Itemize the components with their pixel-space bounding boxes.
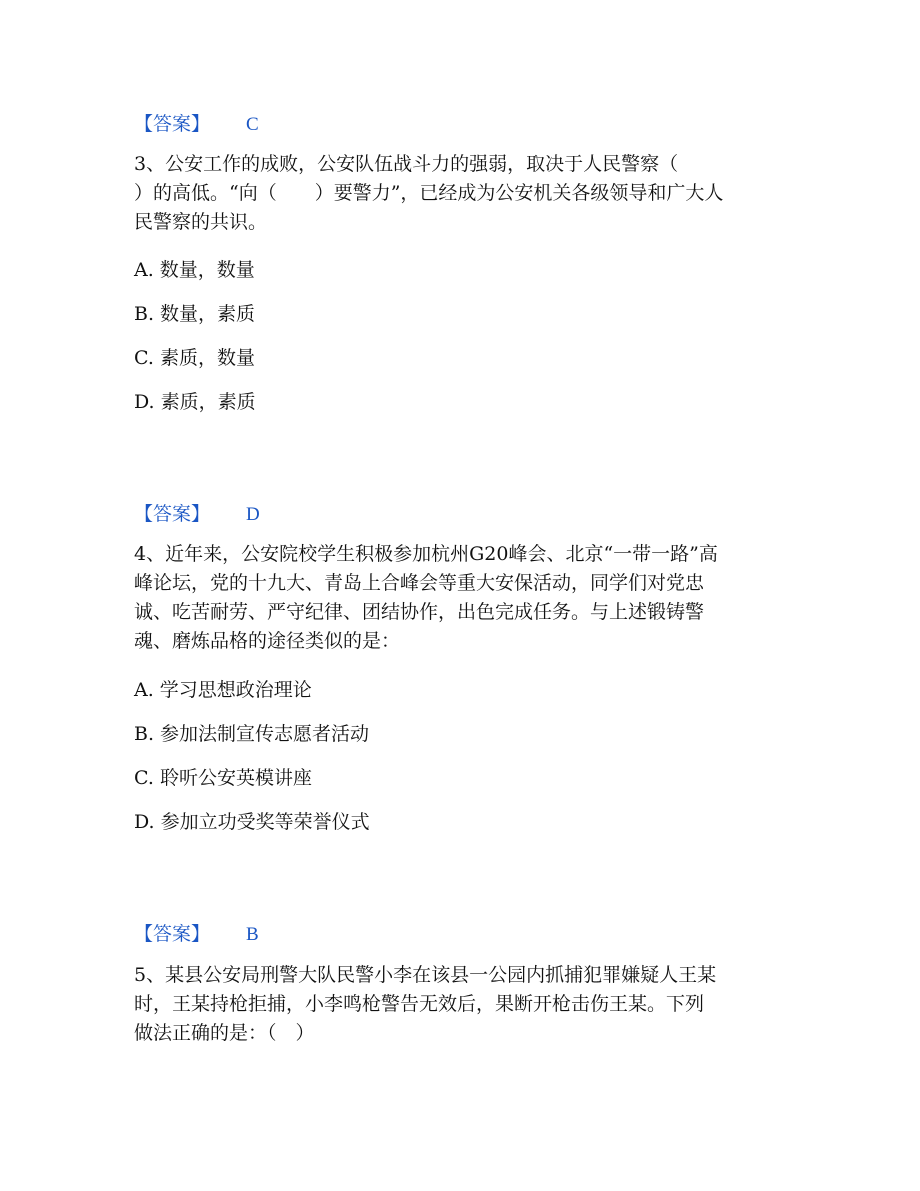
question-line: 做法正确的是：（ ） [134, 1022, 315, 1044]
answer-letter: C [246, 114, 259, 135]
answer-label: 【答案】 [134, 923, 211, 945]
answer-label: 【答案】 [134, 113, 211, 135]
option-b: B. 数量，素质 [134, 303, 256, 325]
question-line: 民警察的共识。 [134, 211, 268, 233]
option-d: D. 素质，素质 [134, 391, 256, 413]
option-c: C. 聆听公安英模讲座 [134, 767, 312, 789]
option-c: C. 素质，数量 [134, 347, 255, 369]
answer-letter: B [246, 924, 259, 945]
answer-letter: D [246, 504, 260, 525]
option-d: D. 参加立功受奖等荣誉仪式 [134, 811, 370, 833]
question-line: 3、公安工作的成败，公安队伍战斗力的强弱，取决于人民警察（ [134, 153, 679, 175]
question-line: 5、某县公安局刑警大队民警小李在该县一公园内抓捕犯罪嫌疑人王某 [134, 964, 717, 986]
answer-row [134, 502, 260, 527]
question-line: 魂、磨炼品格的途径类似的是： [134, 630, 401, 652]
question-line: 峰论坛，党的十九大、青岛上合峰会等重大安保活动，同学们对党忠 [134, 572, 705, 594]
option-a: A. 学习思想政治理论 [134, 679, 312, 701]
question-line: 4、近年来，公安院校学生积极参加杭州G20峰会、北京“一带一路”高 [134, 543, 718, 565]
question-4 [134, 540, 794, 656]
question-5 [134, 961, 794, 1048]
question-line: ）的高低。“向（ ）要警力”，已经成为公安机关各级领导和广大人 [134, 182, 724, 204]
question-3 [134, 150, 794, 237]
question-line: 诚、吃苦耐劳、严守纪律、团结协作，出色完成任务。与上述锻铸警 [134, 601, 705, 623]
answer-label: 【答案】 [134, 503, 211, 525]
question-line: 时，王某持枪拒捕，小李鸣枪警告无效后，果断开枪击伤王某。下列 [134, 993, 705, 1015]
option-b: B. 参加法制宣传志愿者活动 [134, 723, 370, 745]
answer-row [134, 112, 259, 137]
answer-row [134, 922, 259, 947]
option-a: A. 数量，数量 [134, 259, 255, 281]
